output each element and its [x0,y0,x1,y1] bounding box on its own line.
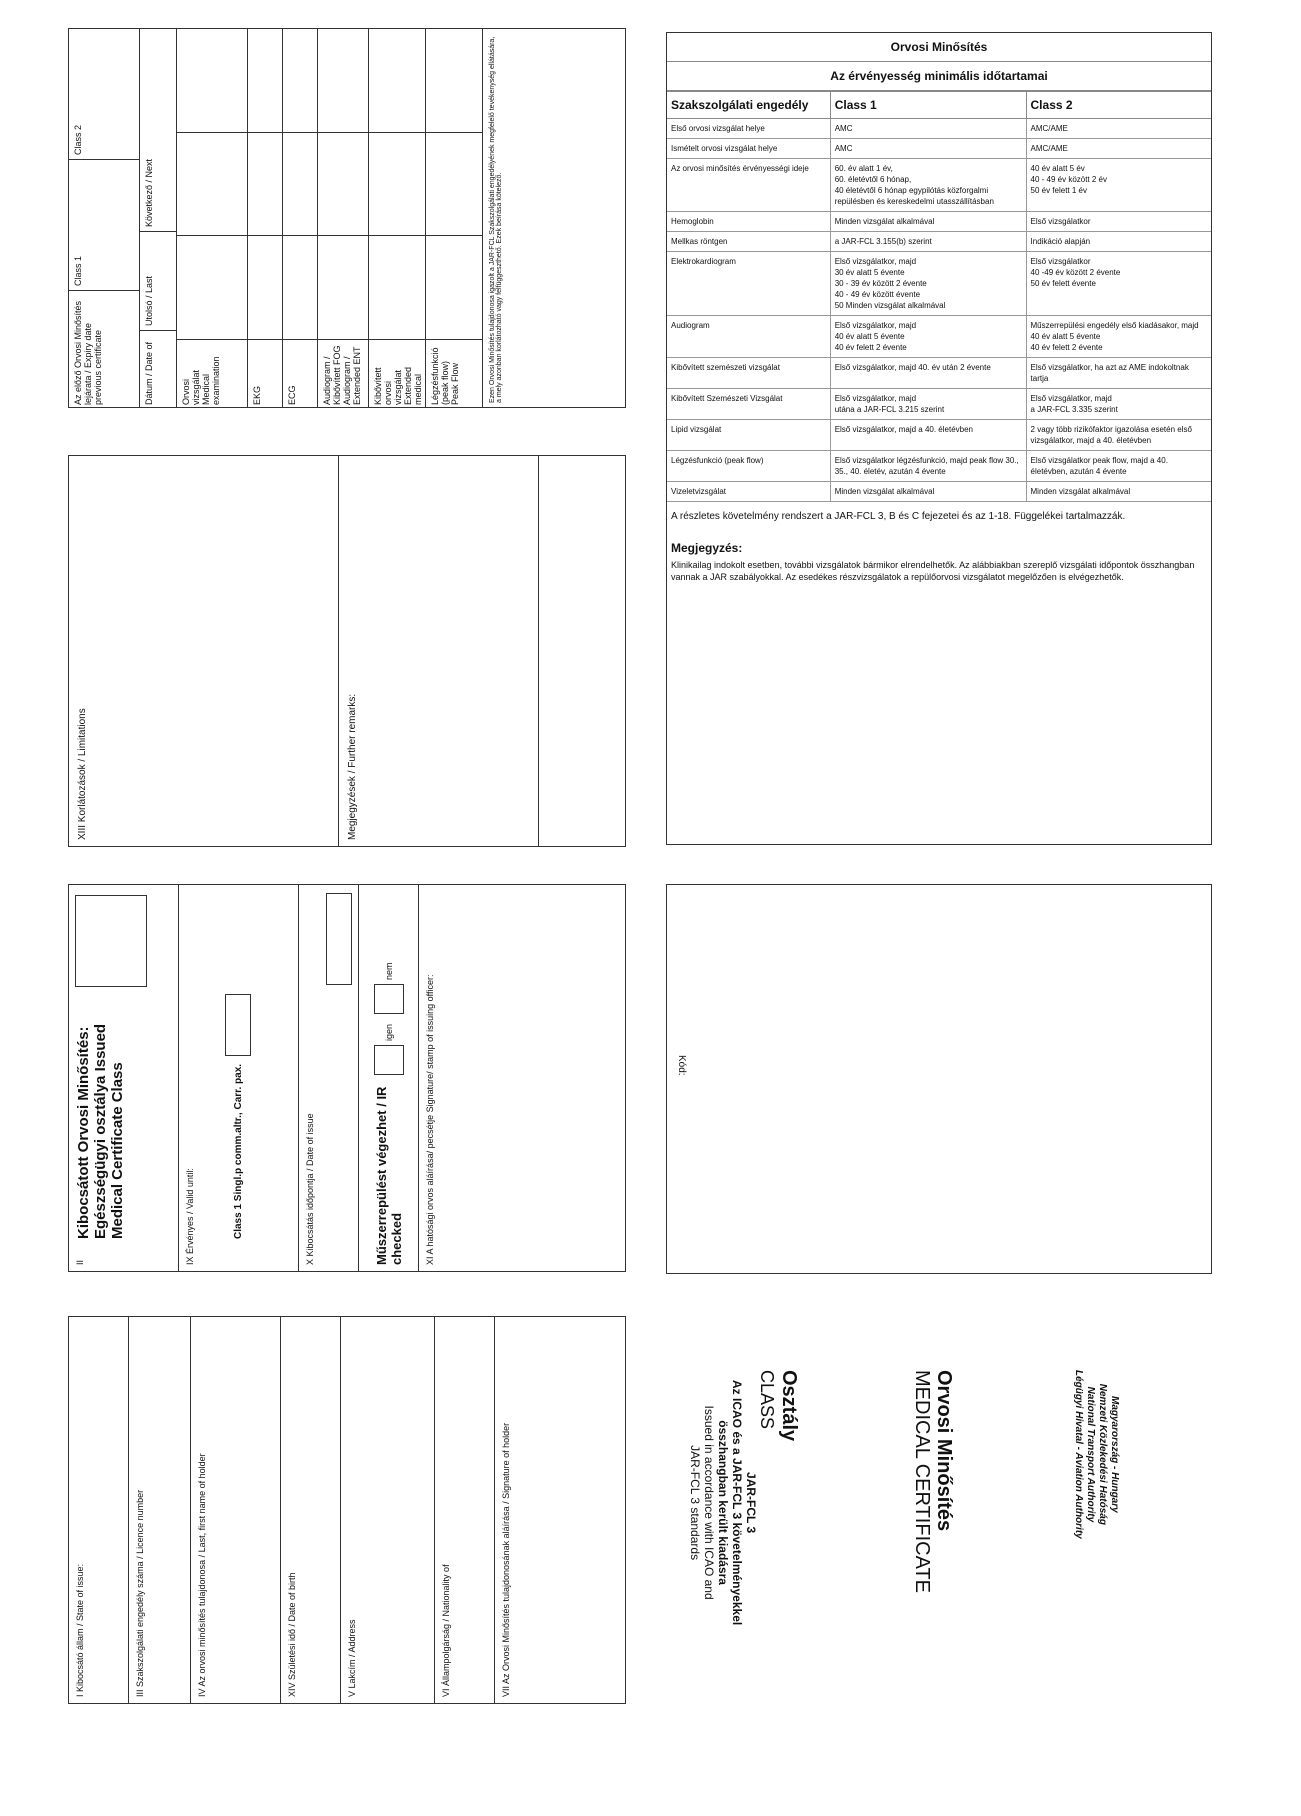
ir-no-checkbox[interactable] [374,984,404,1014]
history-last-field[interactable] [426,235,482,339]
row-class1: AMC [830,139,1026,159]
history-last-field[interactable] [369,235,425,339]
row-licence: Mellkas röntgen [667,232,830,252]
validity-table-panel [666,32,1212,845]
row-class1: Minden vizsgálat alkalmával [830,482,1026,502]
history-next1-field[interactable] [426,132,482,236]
row-class2: Első vizsgálatkor, majd a JAR-FCL 3.335 szerint [1026,389,1211,420]
cover-panel [640,1370,1240,1760]
row-class2: Első vizsgálatkor [1026,212,1211,232]
row-licence: Hemoglobin [667,212,830,232]
row-class1: Első vizsgálatkor, majd 30 év alatt 5 évente 30 - 39 év között 2 évente 40 - 49 év között évente 50 Minden vizsgálat alkalmával [830,252,1026,316]
validity-row [667,232,1211,252]
header-class1: Class 1 [69,159,139,290]
header-licence: Szakszolgálati engedély [667,92,830,119]
holder-panel [68,1316,626,1704]
date-of-issue-field[interactable] [326,893,352,985]
row-licence: Az orvosi minősítés érvényességi ideje [667,159,830,212]
holder-field[interactable]: VII Az Orvosi Minősítés tulajdonosának aláírása / Signature of holder [501,1422,511,1697]
header-class2: Class 2 [73,124,83,155]
holder-field[interactable]: I Kibocsátó állam / State of issue: [69,1317,129,1704]
row-class1: Első vizsgálatkor, majd 40 év alatt 5 évente 40 év felett 2 évente [830,316,1026,358]
row-class1: Első vizsgálatkor, majd utána a JAR-FCL 3.215 szerint [830,389,1026,420]
validity-row [667,252,1211,316]
holder-field[interactable]: V Lakcím / Address [341,1317,435,1704]
validity-note: A részletes követelmény rendszert a JAR-FCL 3, B és C fejezetei és az 1-18. Függelékei tartalmazzák. [671,511,1126,522]
history-next1-field[interactable] [283,132,317,236]
history-row-label: EKG [248,339,282,408]
ir-yes-checkbox[interactable] [374,1045,404,1075]
row-class2: AMC/AME [1026,119,1211,139]
history-row-label: Légzésfunkció (peak flow) Peak Flow [426,339,482,408]
validity-row [667,358,1211,389]
row-class2: 40 év alatt 5 év 40 - 49 év között 2 év 50 év felett 1 év [1026,159,1211,212]
class-box[interactable] [75,895,147,987]
row-class2: Első vizsgálatkor 40 -49 év között 2 évente 50 év felett évente [1026,252,1211,316]
holder-field[interactable]: IV Az orvosi minősítés tulajdonosa / Last, first name of holder [191,1317,281,1704]
ir-heading: Műszerrepülést végezhet / IR checked [373,1086,404,1265]
history-next2-field[interactable] [283,29,317,132]
history-panel [68,28,626,408]
header-class1: Class 1 [830,92,1026,119]
row-class1: a JAR-FCL 3.155(b) szerint [830,232,1026,252]
row-class2: Első vizsgálatkor, ha azt az AME indokoltnak tartja [1026,358,1211,389]
history-last-field[interactable] [177,235,247,339]
row-class2: Műszerrepülési engedély első kiadásakor, majd 40 év alatt 5 évente 40 év felett 2 évente [1026,316,1211,358]
history-next2-field[interactable] [426,29,482,132]
validity-row [667,119,1211,139]
remark-heading: Megjegyzés: [671,541,743,555]
row-class2: AMC/AME [1026,139,1211,159]
row-licence: Vizeletvizsgálat [667,482,830,502]
holder-field[interactable]: VI Állampolgárság / Nationality of [435,1317,495,1704]
history-last-field[interactable] [248,235,282,339]
holder-field[interactable]: XIV Születési idő / Date of birth [281,1317,341,1704]
history-row-label: Kibővített orvosi vizsgálat Extended medical [369,339,425,408]
row-class2: Indikáció alapján [1026,232,1211,252]
row-class2: Első vizsgálatkor peak flow, majd a 40. életévben, azután 4 évente [1026,451,1211,482]
validity-table [667,91,1211,502]
code-box [666,884,1212,1274]
holder-field[interactable]: III Szakszolgálati engedély száma / Licence number [129,1317,191,1704]
history-next1-field[interactable] [369,132,425,236]
history-next1-field[interactable] [177,132,247,236]
valid-until-label: IX Érvényes / Valid until: [185,1168,195,1265]
history-row [248,29,283,408]
row-class2: 2 vagy több rizikófaktor igazolása esetén első vizsgálatkor, majd a 40. életévben [1026,420,1211,451]
history-next2-field[interactable] [369,29,425,132]
validity-row [667,420,1211,451]
history-last-field[interactable] [283,235,317,339]
remark-text: Klinikailag indokolt esetben, további vizsgálatok bármikor elrendelhetők. Az alábbiakban szereplő vizsgálati időpontok összhangban vannak a JAR szabályokkal. Az esedékes részvizsgálatok a repülőorvosi vizsgálatot megelőzően is elvégezhetők. [671,560,1195,582]
validity-row [667,212,1211,232]
row-licence: Audiogram [667,316,830,358]
row-licence: Ismételt orvosi vizsgálat helye [667,139,830,159]
history-last-field[interactable] [318,235,368,339]
history-row [369,29,426,408]
signature-label: XI A hatósági orvos aláírása/ pecsétje Signature/ stamp of issuing officer: [425,974,435,1265]
row-licence: Elektrokardiogram [667,252,830,316]
limitations-panel [68,455,626,847]
history-next1-field[interactable] [248,132,282,236]
cover-class: Osztály CLASS [757,1370,800,1442]
validity-row [667,159,1211,212]
history-row-label: ECG [283,339,317,408]
validity-row [667,451,1211,482]
last-label: Utolsó / Last [140,231,176,330]
validity-title: Orvosi Minősítés Az érvényesség minimális időtartamai [667,33,1211,91]
authority-block: Magyarország - Hungary Nemzeti Közlekedési Hatóság National Transport Authority Légügyi Hivatal - Aviation Authority [1073,1370,1120,1539]
history-row [318,29,369,408]
remarks-field[interactable]: Megjegyzések / Further remarks: [339,456,539,847]
row-licence: Kibővített szemészeti vizsgálat [667,358,830,389]
history-row-label: Orvosi vizsgálat Medical examination [177,339,247,408]
history-next2-field[interactable] [177,29,247,132]
history-next2-field[interactable] [248,29,282,132]
header-class2: Class 2 [1026,92,1211,119]
row-class1: 60. év alatt 1 év, 60. életévtől 6 hónap, 40 életévtől 6 hónap egypilótás közforgalmi repülésben és kereskedelmi utasszállításban [830,159,1026,212]
validity-row [667,316,1211,358]
history-footer: Ezen Orvosi Minősítés tulajdonosa igazolt a JAR-FCL Szakszolgálati engedélyének megfelelő tevékenység ellátására, a mely azonban korlátozható vagy felfüggeszthető. Ezek beírása kötelező. [489,36,503,403]
row-class1: Minden vizsgálat alkalmával [830,212,1026,232]
issued-heading: Kibocsátott Orvosi Minősítés: Egészségügyi osztálya Issued Medical Certificate Class [75,1023,126,1239]
class-line: Class 1 Singl.p comm.altr., Carr. pax. [232,1063,244,1239]
next-label: Következő / Next [144,158,154,227]
row-licence: Légzésfunkció (peak flow) [667,451,830,482]
limitations-field[interactable]: XIII Korlátozások / Limitations [69,456,339,847]
date-of-issue-label: X Kibocsátás időpontja / Date of issue [305,1113,315,1265]
validity-row [667,139,1211,159]
validity-row [667,482,1211,502]
row-licence: Kibővített Szemészeti Vizsgálat [667,389,830,420]
history-next2-field[interactable] [318,29,368,132]
row-licence: Lipid vizsgálat [667,420,830,451]
row-licence: Első orvosi vizsgálat helye [667,119,830,139]
validity-row [667,389,1211,420]
history-next1-field[interactable] [318,132,368,236]
history-row-label: Audiogram / Kibővített FOG Audiogram / Extended ENT [318,339,368,408]
cover-title: Orvosi Minősítés MEDICAL CERTIFICATE [911,1370,955,1593]
previous-expiry: Az előző Orvosi Minősítés lejárata / Expiry date previous certificate [69,290,139,408]
code-label: Kód: [676,1055,687,1076]
row-class1: Első vizsgálatkor légzésfunkció, majd peak flow 30., 35., 40. életév, azután 4 évente [830,451,1026,482]
row-class1: Első vizsgálatkor, majd 40. év után 2 évente [830,358,1026,389]
valid-until-field[interactable] [225,994,251,1056]
row-class1: AMC [830,119,1026,139]
cover-issued: JAR-FCL 3 Az ICAO és a JAR-FCL 3 követelményekkel összhangban került kiadásra Issued in accordance with ICAO and JAR-FCL 3 standards [688,1380,758,1626]
row-class2: Minden vizsgálat alkalmával [1026,482,1211,502]
issued-panel: II Kibocsátott Orvosi Minősítés: Egészségügyi osztálya Issued Medical Certificate Class IX Érvényes / Valid until: Class 1 Singl.p comm.altr., Carr. pax. X Kibocsátás időpontja / Date of issue Műszerrepülést végezhet / IR checked igen nem XI A hatósági orvos aláírása/ pecsétje Signature/ stamp of issuing officer: [68,884,626,1272]
row-class1: Első vizsgálatkor, majd a 40. életévben [830,420,1026,451]
date-of-label: Dátum / Date of [140,330,176,408]
history-row [283,29,318,408]
history-row [426,29,483,408]
history-row [177,29,248,408]
